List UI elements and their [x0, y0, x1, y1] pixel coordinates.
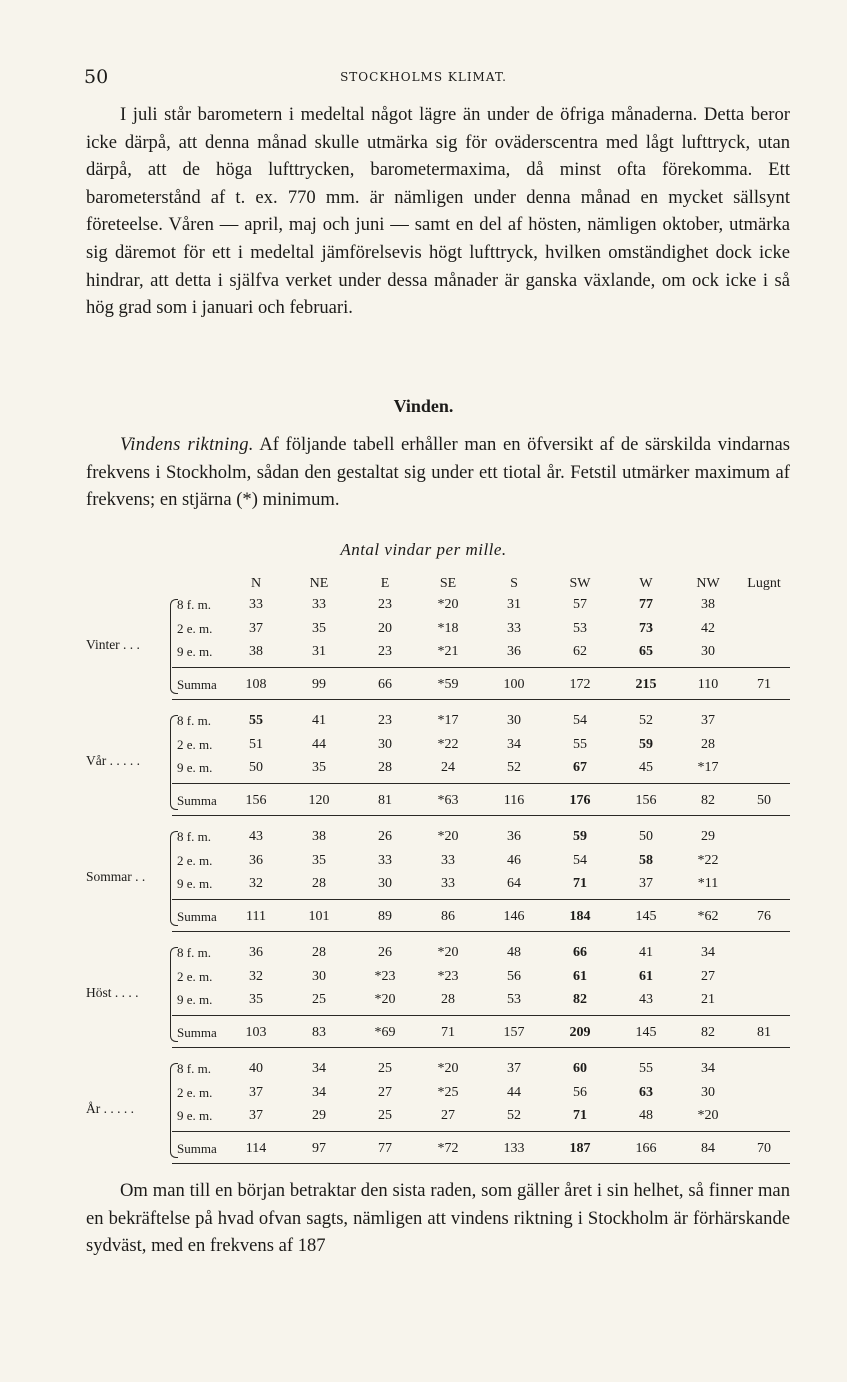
table-cell: *20 — [697, 1108, 719, 1123]
table-cell: 30 — [701, 1084, 715, 1100]
table-cell: 67 — [573, 760, 587, 775]
table-cell: *11 — [697, 876, 719, 891]
group-bottom-rule — [172, 699, 790, 700]
summa-cell: 103 — [245, 1024, 267, 1040]
table-cell: 37 — [249, 1084, 263, 1100]
table-cell: 33 — [249, 597, 263, 612]
table-cell: 44 — [312, 736, 326, 752]
row-label: 9 e. m. — [177, 1108, 213, 1123]
row-label: 8 f. m. — [177, 945, 211, 960]
group-label: Sommar . . — [86, 869, 146, 884]
table-cell: 48 — [507, 945, 521, 960]
table-cell: 30 — [312, 968, 326, 984]
group-bottom-rule — [172, 1047, 790, 1048]
table-cell: 30 — [378, 736, 392, 752]
table-cell: 36 — [249, 945, 263, 960]
table-cell: 33 — [441, 852, 455, 868]
page-number: 50 — [84, 66, 109, 88]
table-cell: 63 — [639, 1084, 653, 1100]
table-cell: 65 — [639, 644, 653, 659]
column-header-w: W — [639, 576, 653, 591]
table-cell: 52 — [507, 760, 521, 775]
summa-cell: 184 — [569, 908, 591, 924]
table-cell: 56 — [507, 968, 521, 984]
summa-cell: 156 — [635, 792, 657, 808]
summa-cell: *62 — [697, 908, 719, 924]
table-cell: 54 — [573, 713, 587, 728]
summa-cell: 86 — [441, 908, 455, 924]
table-cell: 53 — [573, 620, 587, 636]
table-cell: 30 — [378, 876, 392, 891]
group-bottom-rule — [172, 931, 790, 932]
row-label: 2 e. m. — [177, 620, 213, 636]
table-cell: 28 — [701, 736, 715, 752]
table-cell: 28 — [312, 876, 326, 891]
table-cell: 54 — [573, 852, 587, 868]
table-cell: 29 — [312, 1108, 326, 1123]
table-cell: 33 — [378, 852, 392, 868]
summa-cell: 146 — [503, 908, 525, 924]
table-cell: 23 — [378, 597, 392, 612]
group-brace — [170, 1063, 178, 1158]
table-cell: 34 — [507, 736, 521, 752]
paragraph-conclusion-text: Om man till en början betraktar den sista raden, som gäller året i sin helhet, så finner man en bekräftelse på hvad ofvan sagts, nämligen att vindens riktning i Stockholm är förhärskande sydväst, med en frekvens af 187 — [86, 1180, 790, 1257]
summa-label: Summa — [177, 908, 217, 924]
table-cell: 73 — [639, 620, 653, 636]
table-cell: 55 — [573, 736, 587, 752]
summa-cell: 101 — [308, 908, 330, 924]
table-cell: 32 — [249, 876, 263, 891]
group-brace — [170, 947, 178, 1042]
table-cell: 27 — [701, 968, 715, 984]
group-label: Vinter . . . — [86, 637, 140, 652]
table-cell: 30 — [507, 713, 521, 728]
group-label: Höst . . . . — [86, 985, 139, 1000]
summa-cell: 145 — [635, 908, 657, 924]
table-cell: 33 — [507, 620, 521, 636]
table-cell: 58 — [639, 852, 653, 868]
summa-label: Summa — [177, 792, 217, 808]
table-cell: 82 — [573, 992, 587, 1007]
column-header-n: N — [250, 576, 262, 591]
summa-cell: 215 — [635, 676, 657, 692]
summa-cell: 71 — [757, 676, 771, 692]
table-cell: 42 — [701, 620, 715, 636]
table-cell: 62 — [573, 644, 587, 659]
summa-cell: 97 — [312, 1140, 326, 1156]
row-label: 9 e. m. — [177, 644, 213, 659]
table-cell: 59 — [639, 736, 653, 752]
table-cell: 26 — [378, 829, 392, 844]
table-cell: 27 — [441, 1108, 455, 1123]
paragraph-barometer-text: I juli står barometern i medeltal något lägre än under de öfriga månaderna. Detta beror icke därpå, att denna månad skulle utmärka sig för oväderscentra med lågt lufttryck, utan därpå, att de höga lufttrycken, barometermaxima, då minst ofta förekomma. Ett barometerstånd af t. ex. 770 mm. är nämligen under denna månad en mycket sällsynt företeelse. Våren — april, maj och juni — samt en del af hösten, nämligen oktober, utmärka sig däremot för ett i medeltal jämförelsevis högt lufttryck, hvilken omständighet dock icke hindrar, att detta i själfva verket under dessa månader är ganska växlande, om ock icke i så hög grad som i januari och februari. — [86, 104, 790, 319]
paragraph-wind-text: Af följande tabell erhåller man en öfversikt af de särskilda vindarnas frekvens i Stockholm, sådan den gestaltat sig under ett tiotal år. Fetstil utmärker maximum af frekvens; en stjärna (*) minimum. — [86, 434, 790, 511]
row-label: 2 e. m. — [177, 736, 213, 752]
table-cell: 34 — [312, 1061, 326, 1076]
table-cell: 34 — [701, 945, 715, 960]
paragraph-barometer — [86, 101, 790, 322]
table-cell: 61 — [639, 968, 653, 984]
summa-cell: 99 — [312, 676, 326, 692]
table-cell: 28 — [312, 945, 326, 960]
summa-rule — [172, 667, 790, 668]
table-cell: 37 — [507, 1061, 521, 1076]
column-header-sw: SW — [569, 576, 591, 591]
table-cell: 30 — [701, 644, 715, 659]
table-cell: 59 — [573, 829, 587, 844]
group-label: Vår . . . . . — [86, 753, 140, 768]
summa-cell: 111 — [246, 908, 266, 924]
table-cell: *22 — [437, 736, 459, 752]
summa-cell: *72 — [437, 1140, 459, 1156]
summa-cell: 157 — [503, 1024, 525, 1040]
table-cell: 31 — [312, 644, 326, 659]
table-cell: 34 — [312, 1084, 326, 1100]
summa-cell: 76 — [757, 908, 771, 924]
table-cell: *20 — [437, 1061, 459, 1076]
summa-cell: 100 — [503, 676, 525, 692]
table-cell: 66 — [573, 945, 587, 960]
summa-cell: 187 — [569, 1140, 591, 1156]
summa-cell: 83 — [312, 1024, 326, 1040]
table-cell: 61 — [573, 968, 587, 984]
table-cell: 50 — [639, 829, 653, 844]
summa-cell: 70 — [757, 1140, 771, 1156]
group-brace — [170, 831, 178, 926]
table-cell: 60 — [573, 1061, 587, 1076]
summa-cell: 114 — [245, 1140, 267, 1156]
summa-cell: 84 — [701, 1140, 715, 1156]
summa-cell: 133 — [503, 1140, 525, 1156]
summa-cell: 89 — [378, 908, 392, 924]
summa-cell: 166 — [635, 1140, 657, 1156]
table-cell: 71 — [573, 1108, 587, 1123]
summa-cell: 66 — [378, 676, 392, 692]
table-cell: *23 — [437, 968, 459, 984]
table-cell: *20 — [437, 945, 459, 960]
table-cell: 28 — [378, 760, 392, 775]
summa-cell: 110 — [697, 676, 719, 692]
summa-label: Summa — [177, 1024, 217, 1040]
table-cell: 71 — [573, 876, 587, 891]
summa-cell: *69 — [374, 1024, 396, 1040]
table-cell: 52 — [639, 713, 653, 728]
table-cell: 21 — [701, 992, 715, 1007]
table-cell: 32 — [249, 968, 263, 984]
summa-cell: *63 — [437, 792, 459, 808]
table-cell: 20 — [378, 620, 392, 636]
row-label: 8 f. m. — [177, 1061, 211, 1076]
table-cell: 52 — [507, 1108, 521, 1123]
table-cell: 48 — [639, 1108, 653, 1123]
table-cell: 26 — [378, 945, 392, 960]
table-cell: *17 — [697, 760, 719, 775]
table-cell: 35 — [312, 760, 326, 775]
summa-rule — [172, 899, 790, 900]
table-cell: 56 — [573, 1084, 587, 1100]
table-cell: *21 — [437, 644, 459, 659]
table-cell: *22 — [697, 852, 719, 868]
table-cell: 41 — [639, 945, 653, 960]
row-label: 8 f. m. — [177, 597, 211, 612]
table-cell: *20 — [437, 829, 459, 844]
table-cell: 23 — [378, 713, 392, 728]
column-header-e: E — [380, 576, 390, 591]
paragraph-conclusion — [86, 1177, 790, 1260]
table-cell: *20 — [374, 992, 396, 1007]
table-cell: 25 — [378, 1108, 392, 1123]
table-cell: 50 — [249, 760, 263, 775]
table-cell: *18 — [437, 620, 459, 636]
table-cell: 38 — [249, 644, 263, 659]
table-cell: 43 — [249, 829, 263, 844]
row-label: 9 e. m. — [177, 760, 213, 775]
table-cell: 44 — [507, 1084, 521, 1100]
table-cell: 31 — [507, 597, 521, 612]
table-cell: 29 — [701, 829, 715, 844]
summa-cell: 209 — [569, 1024, 591, 1040]
table-cell: 38 — [312, 829, 326, 844]
group-brace — [170, 599, 178, 694]
table-caption: Antal vindar per mille. — [340, 540, 507, 559]
row-label: 2 e. m. — [177, 852, 213, 868]
summa-cell: 81 — [378, 792, 392, 808]
table-cell: 53 — [507, 992, 521, 1007]
table-cell: *17 — [437, 713, 459, 728]
group-bottom-rule — [172, 1163, 790, 1164]
table-cell: 25 — [312, 992, 326, 1007]
group-brace — [170, 715, 178, 810]
group-label: År . . . . . — [86, 1101, 134, 1116]
table-cell: 57 — [573, 597, 587, 612]
table-cell: 27 — [378, 1084, 392, 1100]
summa-cell: 156 — [245, 792, 267, 808]
group-bottom-rule — [172, 815, 790, 816]
summa-cell: 172 — [569, 676, 591, 692]
table-cell: 77 — [639, 597, 653, 612]
table-cell: 35 — [249, 992, 263, 1007]
summa-cell: 81 — [757, 1024, 771, 1040]
summa-cell: 108 — [245, 676, 267, 692]
row-label: 2 e. m. — [177, 968, 213, 984]
table-cell: 37 — [639, 876, 653, 891]
table-cell: 37 — [249, 1108, 263, 1123]
summa-label: Summa — [177, 1140, 217, 1156]
summa-cell: 50 — [757, 792, 771, 808]
column-header-s: S — [510, 576, 518, 591]
summa-cell: 82 — [701, 1024, 715, 1040]
table-cell: 38 — [701, 597, 715, 612]
summa-rule — [172, 1131, 790, 1132]
summa-cell: *59 — [437, 676, 459, 692]
row-label: 2 e. m. — [177, 1084, 213, 1100]
table-cell: 46 — [507, 852, 521, 868]
row-label: 8 f. m. — [177, 829, 211, 844]
table-cell: 35 — [312, 620, 326, 636]
table-cell: 37 — [249, 620, 263, 636]
table-cell: 51 — [249, 736, 263, 752]
table-cell: 36 — [507, 829, 521, 844]
row-label: 9 e. m. — [177, 992, 213, 1007]
summa-rule — [172, 1015, 790, 1016]
table-cell: 45 — [639, 760, 653, 775]
table-cell: 40 — [249, 1061, 263, 1076]
summa-cell: 77 — [378, 1140, 392, 1156]
paragraph-wind — [86, 431, 790, 514]
table-cell: 24 — [441, 760, 455, 775]
summa-cell: 71 — [441, 1024, 455, 1040]
running-head: STOCKHOLMS KLIMAT. — [340, 70, 507, 84]
summa-cell: 120 — [308, 792, 330, 808]
paragraph-wind-lead: Vindens riktning. — [120, 434, 254, 455]
table-cell: 35 — [312, 852, 326, 868]
table-cell: 55 — [249, 713, 263, 728]
table-cell: 33 — [441, 876, 455, 891]
column-header-lugnt: Lugnt — [747, 576, 781, 591]
table-cell: 36 — [507, 644, 521, 659]
summa-cell: 176 — [569, 792, 591, 808]
table-cell: 43 — [639, 992, 653, 1007]
table-cell: *23 — [374, 968, 396, 984]
table-cell: *25 — [437, 1084, 459, 1100]
summa-cell: 116 — [503, 792, 525, 808]
table-cell: 23 — [378, 644, 392, 659]
table-cell: 41 — [312, 713, 326, 728]
table-cell: 64 — [507, 876, 521, 891]
table-cell: 28 — [441, 992, 455, 1007]
row-label: 8 f. m. — [177, 713, 211, 728]
table-cell: 25 — [378, 1061, 392, 1076]
column-header-se: SE — [439, 576, 457, 591]
section-heading: Vinden. — [393, 396, 454, 416]
table-cell: 33 — [312, 597, 326, 612]
summa-rule — [172, 783, 790, 784]
summa-label: Summa — [177, 676, 217, 692]
table-cell: 37 — [701, 713, 715, 728]
column-header-nw: NW — [696, 576, 720, 591]
table-cell: 55 — [639, 1061, 653, 1076]
column-header-ne: NE — [309, 576, 329, 591]
table-cell: 36 — [249, 852, 263, 868]
summa-cell: 82 — [701, 792, 715, 808]
row-label: 9 e. m. — [177, 876, 213, 891]
summa-cell: 145 — [635, 1024, 657, 1040]
table-cell: 34 — [701, 1061, 715, 1076]
table-cell: *20 — [437, 597, 459, 612]
